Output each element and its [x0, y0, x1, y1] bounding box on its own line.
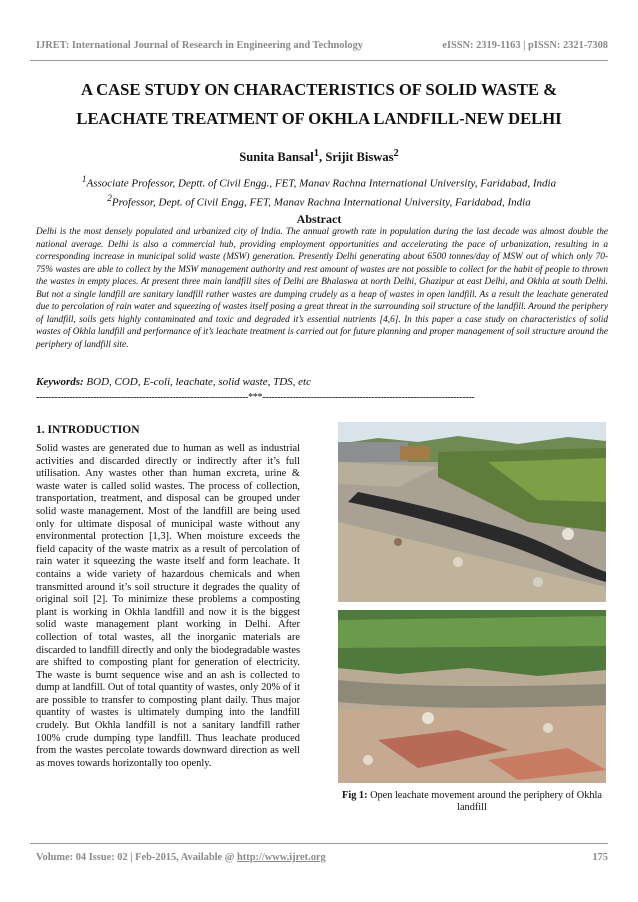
authors [0, 148, 638, 165]
affiliation-2-sup: 2 [107, 192, 112, 203]
figure-label: Fig 1: [342, 790, 368, 801]
footer-volume [36, 852, 326, 863]
author-separator: , [319, 150, 326, 165]
journal-link[interactable]: http://www.ijret.org [237, 852, 326, 863]
affiliations [30, 172, 608, 209]
affiliation-2 [30, 191, 608, 210]
intro-text: Solid wastes are generated due to human as well as industrial activities and discarded directly or indirectly after it’s full utilisation. Any wastes other than human excreta, urine & waste water is called solid wastes. The process of collection, transportation, treatment, and disposal can be grouped under solid waste management. Most of the landfill are being used only for ultimate disposal of municipal waste without any environmental protection [1,3]. When moisture exceeds the field capacity of the waste matrix as a result of percolation of rain water it squeezing the waste itself and form leachate. It contains a wide variety of hazardous chemicals and when transmitted around it’s soil structure it degrades the quality of original soil [2]. To minimize these problems a composting plant is working in Okhla landfill and now it is the biggest solid waste management plant working in Delhi. After collection of total wastes, all the inorganic materials are discarded to landfill directly and only the biodegradable wastes are shifted to composting plant for generation of electricity. The waste is burnt sequence wise and an ash is collected to dump at landfill. Out of total quantity of wastes, only 20% of it are possible to transfer to composting plant daily. Thus major quantity of wastes is ultimately dumping into the landfill crudely. But Okhla landfill is not a sanitary landfill rather 100% crude dumping type landfill. Thus leachate produced from the wastes percolate towards downward direction as well as moves towards horizontally too openly. [36, 443, 300, 769]
keywords-label: Keywords: [36, 376, 84, 388]
title-line-2: LEACHATE TREATMENT OF OKHLA LANDFILL-NEW DELHI [76, 109, 562, 128]
affiliation-1-sup: 1 [81, 174, 87, 184]
title-line-1: A CASE STUDY ON CHARACTERISTICS OF SOLID WASTE & [80, 80, 558, 99]
figure-caption-text: Open leachate movement around the periphery of Okhla landfill [367, 790, 602, 814]
figure-caption [330, 790, 614, 815]
keywords-list: BOD, COD, E-coli, leachate, solid waste, TDS, etc [86, 376, 311, 388]
author-2-sup: 2 [393, 148, 399, 159]
running-footer [36, 852, 608, 863]
footer-volume-text: Volume: 04 Issue: 02 | Feb-2015, Available @ [36, 852, 238, 863]
leachate-photo-2 [338, 610, 606, 783]
issn: eISSN: 2319-1163 | pISSN: 2321-7308 [442, 40, 608, 51]
affiliation-2-text: Professor, Dept. of Civil Engg, FET, Manav Rachna International University, Faridabad, India [111, 196, 531, 209]
running-header [36, 40, 608, 51]
author-2: Srijit Biswas [325, 150, 394, 165]
affiliation-1 [30, 172, 608, 191]
abstract-heading: Abstract [296, 212, 342, 226]
keywords [36, 376, 608, 388]
page-number: 175 [592, 852, 608, 863]
figure-photo-bottom [338, 610, 606, 783]
footer-rule [30, 843, 608, 844]
figure-photo-top [338, 422, 606, 602]
section-heading: 1. INTRODUCTION [36, 424, 140, 436]
leachate-photo-1 [338, 422, 606, 602]
paper-title [36, 75, 602, 133]
header-rule [30, 60, 608, 61]
abstract-text: Delhi is the most densely populated and urbanized city of India. The annual growth rate in population during the last decade was almost double the national average. Delhi is also a commercial hub, providing employment opportunities and accelerating the pace of urbanization, resulting in a corresponding increase in municipal solid waste (MSW) generation. Presently Delhi generating about 6500 tonnes/day of MSW out of which only 70-75% wastes are able to collect by the MSW management authority and rest amount of wastes are not possible to collect for the habit of people to thrown the wastes in empty places. At present three main landfill sites of Delhi are Bhalaswa at north Delhi, Ghazipur at east Delhi, and Okhla at south Delhi. But not a single landfill are sanitary landfill rather wastes are dumping crudely as a heap of wastes in open landfill. As a result the leachate generated due to percolation of rain water and squeezing of wastes itself posing a great threat in the surrounding soil structure of the landfill. Around the periphery of landfill, soils gets highly contaminated and toxic and degraded it’s essential nutrients [4,6]. In this paper a case study on characteristics of solid wastes of Okhla landfill and performance of it’s leachate treatment is carried out for future planning and proper management of soil structure around the periphery of landfill site. [36, 227, 608, 350]
affiliation-1-text: Associate Professor, Deptt. of Civil Engg., FET, Manav Rachna International University, Faridabad, India [86, 177, 557, 190]
journal-name: IJRET: International Journal of Research in Engineering and Technology [36, 40, 363, 51]
section-separator: ----------------------------------------------------------------------***---------------------------------------------------------------------- [36, 392, 475, 403]
author-1-sup: 1 [313, 148, 320, 159]
author-1: Sunita Bansal [239, 150, 314, 165]
